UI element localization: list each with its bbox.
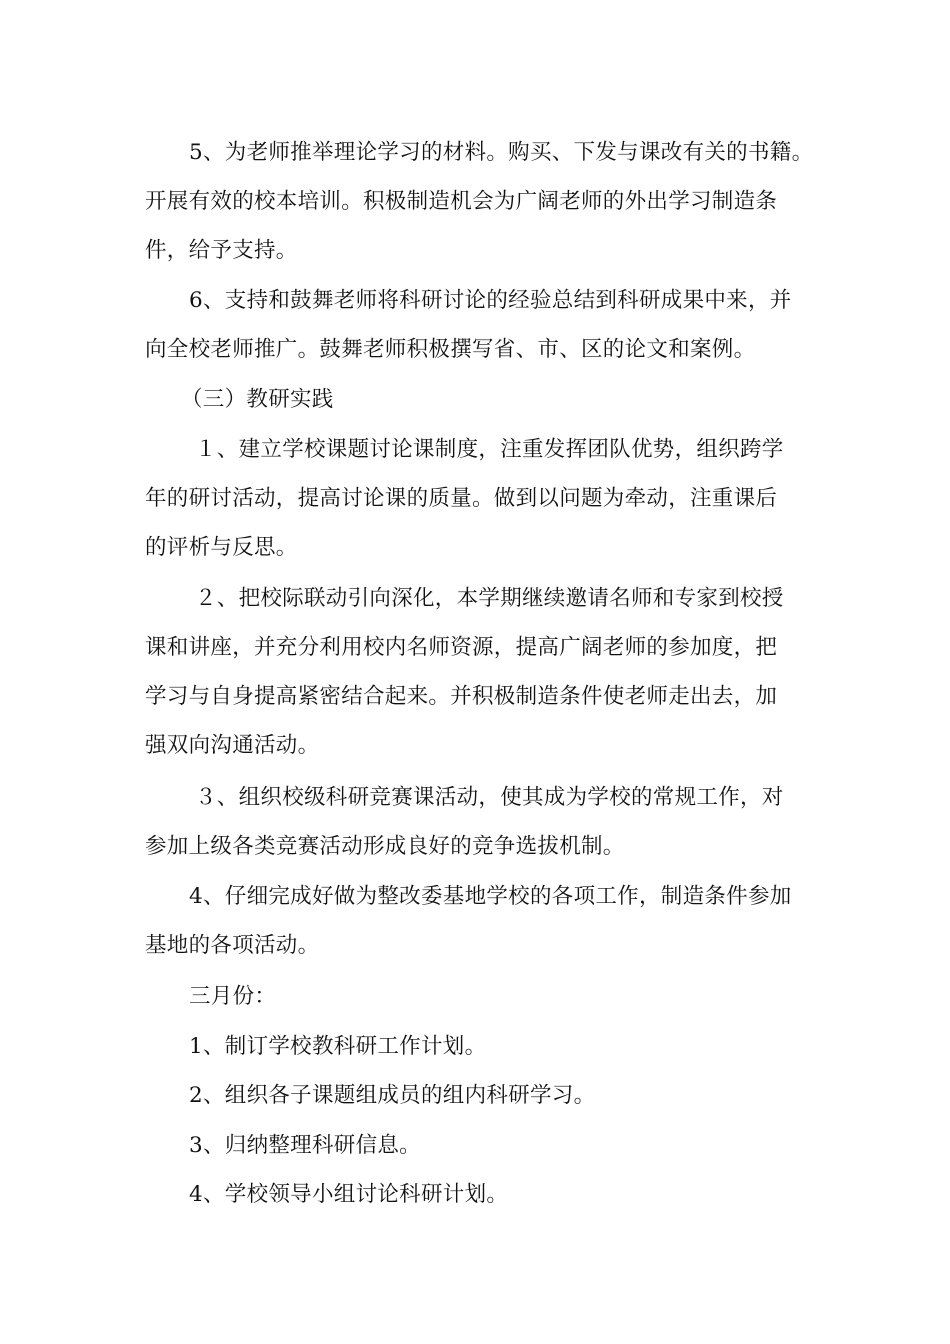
- text-line: 的评析与反思。: [145, 535, 298, 560]
- practice-item-1: [145, 425, 845, 572]
- march-task-1: [145, 1022, 845, 1071]
- text-line: 件，给予支持。: [145, 238, 298, 263]
- text-line: 2、组织各子课题组成员的组内科研学习。: [189, 1083, 596, 1108]
- practice-item-4: [145, 872, 845, 970]
- text-line: 6、支持和鼓舞老师将科研讨论的经验总结到科研成果中来，并: [189, 288, 792, 313]
- text-line: 课和讲座，并充分利用校内名师资源，提高广阔老师的参加度，把: [145, 635, 778, 660]
- text-line: 向全校老师推广。鼓舞老师积极撰写省、市、区的论文和案例。: [145, 337, 756, 362]
- text-line: 5、为老师推举理论学习的材料。购买、下发与课改有关的书籍。: [189, 140, 814, 165]
- practice-item-3: [145, 773, 845, 871]
- text-line: １、建立学校课题讨论课制度，注重发挥团队优势，组织跨学: [195, 437, 784, 462]
- month-heading: [145, 972, 845, 1021]
- text-line: 4、学校领导小组讨论科研计划。: [189, 1182, 509, 1207]
- text-line: 4、仔细完成好做为整改委基地学校的各项工作，制造条件参加: [189, 884, 792, 909]
- text-line: 学习与自身提高紧密结合起来。并积极制造条件使老师走出去，加: [145, 684, 778, 709]
- practice-item-2: [145, 574, 845, 770]
- text-line: 强双向沟通活动。: [145, 733, 320, 758]
- text-line: 参加上级各类竞赛活动形成良好的竞争选拔机制。: [145, 834, 625, 859]
- text-line: 3、归纳整理科研信息。: [189, 1133, 421, 1158]
- march-task-2: [145, 1071, 845, 1120]
- section-heading: [145, 375, 845, 424]
- text-line: ３、组织校级科研竞赛课活动，使其成为学校的常规工作，对: [195, 785, 784, 810]
- march-task-4: [145, 1170, 845, 1219]
- march-task-3: [145, 1121, 845, 1170]
- paragraph-item-6: [145, 276, 845, 374]
- text-line: 开展有效的校本培训。积极制造机会为广阔老师的外出学习制造条: [145, 189, 778, 214]
- text-line: 年的研讨活动，提高讨论课的质量。做到以问题为牵动，注重课后: [145, 486, 778, 511]
- text-line: ２、把校际联动引向深化，本学期继续邀请名师和专家到校授: [195, 586, 784, 611]
- text-line: 1、制订学校教科研工作计划。: [189, 1034, 487, 1059]
- section-heading-text: （三）教研实践: [181, 387, 334, 412]
- month-heading-text: 三月份：: [189, 984, 277, 1009]
- paragraph-item-5: [145, 128, 845, 275]
- text-line: 基地的各项活动。: [145, 933, 320, 958]
